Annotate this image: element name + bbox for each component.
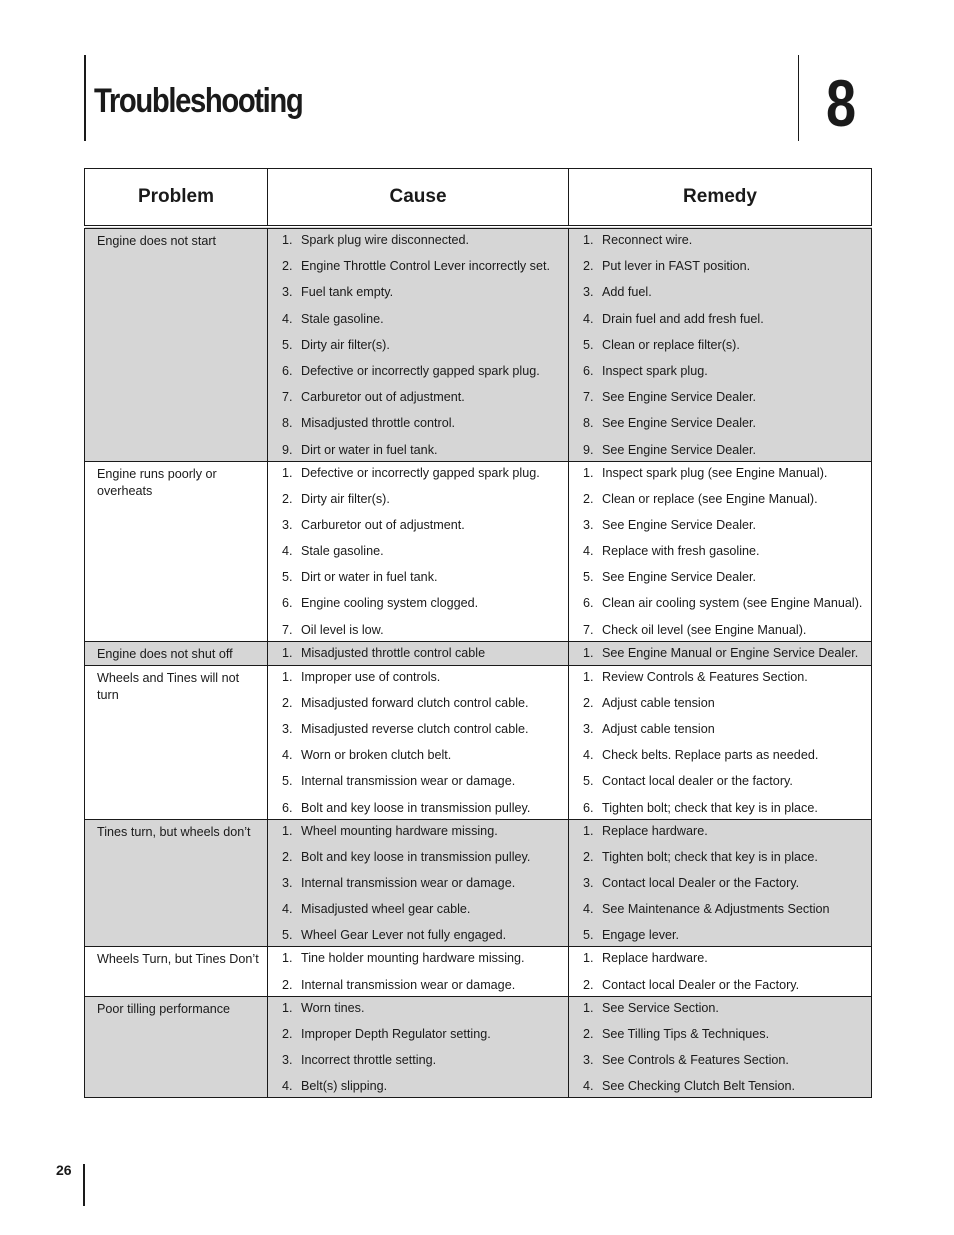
remedy-cell — [569, 665, 872, 819]
table-row — [85, 461, 872, 641]
item-text: Inspect spark plug. — [602, 363, 708, 378]
item-text: Put lever in FAST position. — [602, 259, 751, 274]
cause-item — [282, 721, 564, 747]
cause-item — [282, 823, 564, 849]
item-text: Inspect spark plug (see Engine Manual). — [602, 465, 828, 480]
remedy-item — [583, 875, 867, 901]
item-text: Fuel tank empty. — [301, 285, 394, 300]
item-number: 4. — [282, 748, 293, 763]
cause-item — [282, 669, 564, 695]
item-text: See Tilling Tips & Techniques. — [602, 1026, 770, 1041]
item-number: 1. — [583, 669, 594, 684]
page-number: 26 — [56, 1162, 72, 1178]
item-number: 5. — [583, 570, 594, 585]
cause-item — [282, 977, 564, 995]
cause-item — [282, 875, 564, 901]
item-text: See Engine Service Dealer. — [602, 570, 757, 585]
item-text: Tighten bolt; check that key is in place. — [602, 849, 818, 864]
remedy-cell — [569, 641, 872, 665]
item-number: 6. — [583, 596, 594, 611]
item-number: 8. — [583, 416, 594, 431]
item-number: 3. — [282, 875, 293, 890]
cause-item — [282, 901, 564, 927]
remedy-cell — [569, 461, 872, 641]
cause-item — [282, 415, 564, 441]
cause-item — [282, 517, 564, 543]
item-text: Misadjusted wheel gear cable. — [301, 902, 471, 917]
item-text: Dirt or water in fuel tank. — [301, 570, 438, 585]
item-number: 7. — [282, 622, 293, 637]
remedy-item — [583, 800, 867, 818]
page-title: Troubleshooting — [94, 82, 303, 120]
cause-item — [282, 800, 564, 818]
item-text: Tighten bolt; check that key is in place. — [602, 800, 818, 815]
remedy-item — [583, 517, 867, 543]
remedy-item — [583, 284, 867, 310]
item-text: Clean or replace filter(s). — [602, 337, 740, 352]
remedy-item — [583, 901, 867, 927]
item-text: Misadjusted throttle control. — [301, 416, 455, 431]
problem-cell: Engine runs poorly or overheats — [85, 461, 268, 641]
item-text: Adjust cable tension — [602, 722, 715, 736]
column-header-remedy: Remedy — [569, 169, 872, 228]
item-text: Reconnect wire. — [602, 233, 693, 247]
item-text: Wheel mounting hardware missing. — [301, 823, 498, 838]
item-text: Drain fuel and add fresh fuel. — [602, 311, 764, 326]
cause-item — [282, 284, 564, 310]
problem-cell: Engine does not start — [85, 227, 268, 461]
remedy-item — [583, 669, 867, 695]
cause-cell — [268, 641, 569, 665]
column-header-cause: Cause — [268, 169, 569, 228]
title-rule — [84, 55, 86, 141]
remedy-item — [583, 1026, 867, 1052]
item-number: 6. — [282, 596, 293, 611]
table-row — [85, 947, 872, 996]
problem-cell: Engine does not shut off — [85, 641, 268, 665]
cause-item — [282, 927, 564, 945]
item-number: 3. — [583, 722, 594, 736]
item-text: See Engine Service Dealer. — [602, 442, 757, 457]
item-text: Misadjusted forward clutch control cable. — [301, 695, 529, 710]
item-text: See Controls & Features Section. — [602, 1052, 789, 1067]
remedy-item — [583, 389, 867, 415]
cause-item — [282, 747, 564, 773]
cause-item — [282, 311, 564, 337]
item-number: 5. — [583, 928, 594, 943]
item-text: Dirty air filter(s). — [301, 337, 390, 352]
problem-cell: Poor tilling performance — [85, 996, 268, 1098]
cause-item — [282, 337, 564, 363]
item-number: 9. — [282, 442, 293, 457]
item-number: 2. — [583, 977, 594, 992]
item-number: 5. — [583, 337, 594, 352]
item-number: 3. — [282, 722, 293, 736]
remedy-item — [583, 950, 867, 976]
item-number: 3. — [583, 1052, 594, 1067]
item-number: 5. — [282, 928, 293, 943]
item-text: Defective or incorrectly gapped spark plug. — [301, 465, 540, 480]
remedy-item — [583, 823, 867, 849]
remedy-item — [583, 1052, 867, 1078]
item-text: Internal transmission wear or damage. — [301, 977, 516, 992]
cause-item — [282, 695, 564, 721]
item-text: Bolt and key loose in transmission pulley. — [301, 849, 531, 864]
item-text: Clean air cooling system (see Engine Manual). — [602, 596, 863, 611]
item-number: 1. — [282, 233, 293, 247]
remedy-item — [583, 721, 867, 747]
table-row — [85, 227, 872, 461]
chapter-rule — [798, 55, 799, 141]
remedy-cell — [569, 947, 872, 996]
item-text: Oil level is low. — [301, 622, 384, 637]
cause-item — [282, 389, 564, 415]
item-number: 1. — [282, 645, 293, 660]
item-text: See Engine Service Dealer. — [602, 517, 757, 532]
cause-item — [282, 1026, 564, 1052]
item-number: 2. — [282, 695, 293, 710]
item-number: 2. — [282, 977, 293, 992]
remedy-item — [583, 645, 867, 663]
item-text: Improper use of controls. — [301, 669, 441, 684]
item-text: Clean or replace (see Engine Manual). — [602, 491, 818, 506]
remedy-item — [583, 595, 867, 621]
item-number: 1. — [583, 951, 594, 966]
item-text: Adjust cable tension — [602, 695, 715, 710]
remedy-item — [583, 491, 867, 517]
item-number: 4. — [583, 748, 594, 763]
column-header-problem: Problem — [85, 169, 268, 228]
cause-item — [282, 622, 564, 640]
item-number: 2. — [282, 259, 293, 274]
item-text: Check oil level (see Engine Manual). — [602, 622, 807, 637]
cause-cell — [268, 665, 569, 819]
cause-item — [282, 258, 564, 284]
item-number: 3. — [282, 1052, 293, 1067]
item-number: 1. — [282, 951, 293, 966]
table-header-row — [85, 169, 872, 228]
remedy-item — [583, 337, 867, 363]
remedy-item — [583, 465, 867, 491]
item-text: Internal transmission wear or damage. — [301, 774, 516, 789]
item-number: 2. — [583, 849, 594, 864]
item-number: 2. — [583, 259, 594, 274]
item-text: See Engine Service Dealer. — [602, 390, 757, 405]
cause-item — [282, 442, 564, 460]
item-number: 4. — [583, 902, 594, 917]
cause-cell — [268, 996, 569, 1098]
item-text: See Engine Manual or Engine Service Dealer. — [602, 645, 859, 660]
cause-item — [282, 363, 564, 389]
item-text: Stale gasoline. — [301, 544, 384, 559]
item-number: 6. — [282, 363, 293, 378]
item-text: See Checking Clutch Belt Tension. — [602, 1079, 795, 1094]
item-text: See Engine Service Dealer. — [602, 416, 757, 431]
remedy-item — [583, 311, 867, 337]
item-number: 3. — [583, 285, 594, 300]
item-text: Incorrect throttle setting. — [301, 1052, 437, 1067]
item-number: 3. — [583, 517, 594, 532]
item-text: Check belts. Replace parts as needed. — [602, 748, 819, 763]
item-number: 4. — [583, 544, 594, 559]
remedy-cell — [569, 819, 872, 947]
item-number: 4. — [583, 311, 594, 326]
remedy-item — [583, 415, 867, 441]
item-number: 1. — [282, 669, 293, 684]
remedy-item — [583, 1000, 867, 1026]
cause-item — [282, 773, 564, 799]
item-text: Contact local dealer or the factory. — [602, 774, 793, 789]
chapter-number: 8 — [826, 66, 857, 140]
remedy-item — [583, 543, 867, 569]
item-text: Carburetor out of adjustment. — [301, 390, 465, 405]
table-row — [85, 665, 872, 819]
item-number: 5. — [282, 337, 293, 352]
remedy-item — [583, 695, 867, 721]
item-number: 4. — [282, 311, 293, 326]
item-text: Add fuel. — [602, 285, 652, 300]
item-number: 5. — [583, 774, 594, 789]
item-number: 6. — [583, 363, 594, 378]
item-number: 3. — [282, 517, 293, 532]
cause-item — [282, 950, 564, 976]
cause-item — [282, 543, 564, 569]
remedy-item — [583, 569, 867, 595]
cause-item — [282, 849, 564, 875]
item-number: 9. — [583, 442, 594, 457]
remedy-item — [583, 622, 867, 640]
item-number: 5. — [282, 570, 293, 585]
item-number: 6. — [282, 800, 293, 815]
item-number: 2. — [583, 695, 594, 710]
item-number: 8. — [282, 416, 293, 431]
item-number: 7. — [282, 390, 293, 405]
remedy-item — [583, 927, 867, 945]
item-text: Misadjusted throttle control cable — [301, 645, 486, 660]
item-number: 2. — [282, 491, 293, 506]
cause-cell — [268, 461, 569, 641]
item-text: Worn tines. — [301, 1000, 365, 1015]
remedy-item — [583, 977, 867, 995]
item-text: Carburetor out of adjustment. — [301, 517, 465, 532]
item-text: Replace hardware. — [602, 951, 708, 966]
item-text: Contact local Dealer or the Factory. — [602, 875, 800, 890]
item-text: Bolt and key loose in transmission pulley. — [301, 800, 531, 815]
remedy-item — [583, 363, 867, 389]
problem-cell: Tines turn, but wheels don’t — [85, 819, 268, 947]
item-text: Defective or incorrectly gapped spark plug. — [301, 363, 540, 378]
item-number: 4. — [282, 544, 293, 559]
item-number: 4. — [282, 1079, 293, 1094]
remedy-item — [583, 747, 867, 773]
item-text: Engage lever. — [602, 928, 680, 943]
item-text: Wheel Gear Lever not fully engaged. — [301, 928, 507, 943]
remedy-item — [583, 442, 867, 460]
item-number: 1. — [282, 823, 293, 838]
item-number: 1. — [282, 1000, 293, 1015]
cause-item — [282, 232, 564, 258]
item-number: 7. — [583, 390, 594, 405]
problem-cell: Wheels Turn, but Tines Don’t — [85, 947, 268, 996]
remedy-cell — [569, 227, 872, 461]
item-number: 6. — [583, 800, 594, 815]
table-row — [85, 641, 872, 665]
item-number: 1. — [583, 233, 594, 247]
item-text: Engine Throttle Control Lever incorrectly set. — [301, 259, 550, 274]
item-text: Stale gasoline. — [301, 311, 384, 326]
item-number: 2. — [282, 1026, 293, 1041]
item-text: Replace hardware. — [602, 823, 708, 838]
item-text: See Maintenance & Adjustments Section — [602, 902, 830, 917]
item-number: 2. — [583, 491, 594, 506]
item-number: 3. — [583, 875, 594, 890]
item-text: Spark plug wire disconnected. — [301, 233, 470, 247]
item-text: See Service Section. — [602, 1000, 719, 1015]
item-number: 1. — [583, 823, 594, 838]
item-text: Review Controls & Features Section. — [602, 669, 808, 684]
item-number: 2. — [282, 849, 293, 864]
cause-cell — [268, 947, 569, 996]
cause-item — [282, 465, 564, 491]
item-number: 1. — [583, 465, 594, 480]
item-text: Contact local Dealer or the Factory. — [602, 977, 800, 992]
cause-item — [282, 1078, 564, 1096]
footer-rule — [83, 1164, 85, 1206]
item-text: Dirty air filter(s). — [301, 491, 390, 506]
item-text: Engine cooling system clogged. — [301, 596, 479, 611]
remedy-cell — [569, 996, 872, 1098]
cause-item — [282, 569, 564, 595]
table-row — [85, 996, 872, 1098]
item-text: Belt(s) slipping. — [301, 1079, 388, 1094]
item-number: 5. — [282, 774, 293, 789]
item-text: Worn or broken clutch belt. — [301, 748, 452, 763]
remedy-item — [583, 258, 867, 284]
item-text: Improper Depth Regulator setting. — [301, 1026, 491, 1041]
remedy-item — [583, 232, 867, 258]
cause-cell — [268, 227, 569, 461]
item-number: 4. — [583, 1079, 594, 1094]
item-text: Dirt or water in fuel tank. — [301, 442, 438, 457]
problem-cell: Wheels and Tines will not turn — [85, 665, 268, 819]
remedy-item — [583, 1078, 867, 1096]
item-number: 2. — [583, 1026, 594, 1041]
table-row — [85, 819, 872, 947]
item-number: 1. — [583, 1000, 594, 1015]
cause-item — [282, 1000, 564, 1026]
item-number: 1. — [282, 465, 293, 480]
cause-cell — [268, 819, 569, 947]
cause-item — [282, 645, 564, 663]
remedy-item — [583, 773, 867, 799]
item-text: Misadjusted reverse clutch control cable. — [301, 722, 529, 736]
item-text: Internal transmission wear or damage. — [301, 875, 516, 890]
remedy-item — [583, 849, 867, 875]
cause-item — [282, 1052, 564, 1078]
cause-item — [282, 491, 564, 517]
item-text: Replace with fresh gasoline. — [602, 544, 760, 559]
item-number: 1. — [583, 645, 594, 660]
item-number: 4. — [282, 902, 293, 917]
item-number: 3. — [282, 285, 293, 300]
cause-item — [282, 595, 564, 621]
item-text: Tine holder mounting hardware missing. — [301, 951, 525, 966]
item-number: 7. — [583, 622, 594, 637]
troubleshooting-table — [84, 168, 872, 1098]
